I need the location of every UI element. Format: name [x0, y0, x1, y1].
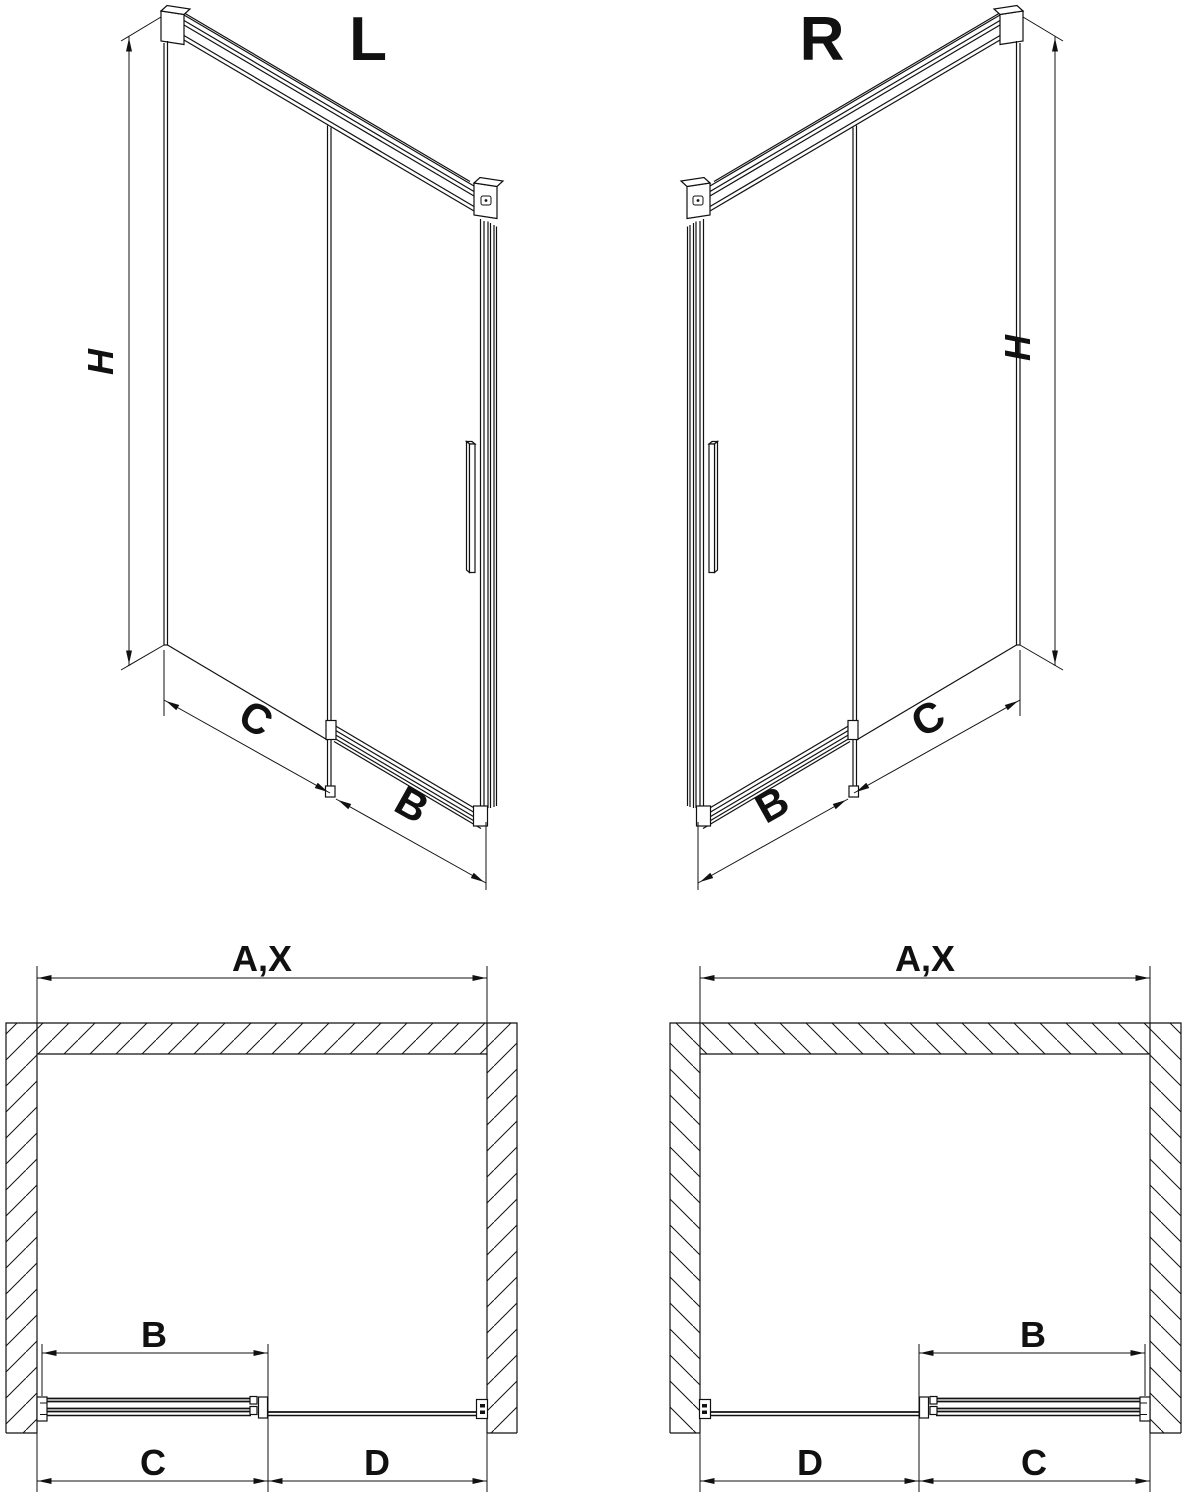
overall-width-label-left: A,X — [231, 938, 293, 979]
height-dim-label-right: H — [997, 335, 1038, 361]
plan-fixed-zone-label-right: D — [797, 1442, 823, 1483]
plan-view-right — [670, 938, 1181, 1492]
plan-slide-zone-label-right: C — [1021, 1442, 1047, 1483]
plan-door-width-label-right: B — [1020, 1314, 1046, 1355]
plan-door-width-label-left: B — [141, 1314, 167, 1355]
plan-view-left — [6, 938, 517, 1492]
fixed-width-dim-label-left: C — [231, 690, 281, 747]
door-width-dim-label-left: B — [387, 776, 437, 833]
overall-width-label-right: A,X — [894, 938, 956, 979]
view-title-left: L — [349, 5, 387, 74]
plan-fixed-zone-label-left: D — [364, 1442, 390, 1483]
fixed-width-dim-label-right: C — [903, 690, 953, 747]
plan-slide-zone-label-left: C — [140, 1442, 166, 1483]
iso-view-right — [681, 5, 1063, 890]
iso-view-left — [80, 5, 503, 890]
height-dim-label-left: H — [80, 349, 121, 375]
view-title-right: R — [799, 5, 845, 74]
door-width-dim-label-right: B — [747, 776, 797, 833]
